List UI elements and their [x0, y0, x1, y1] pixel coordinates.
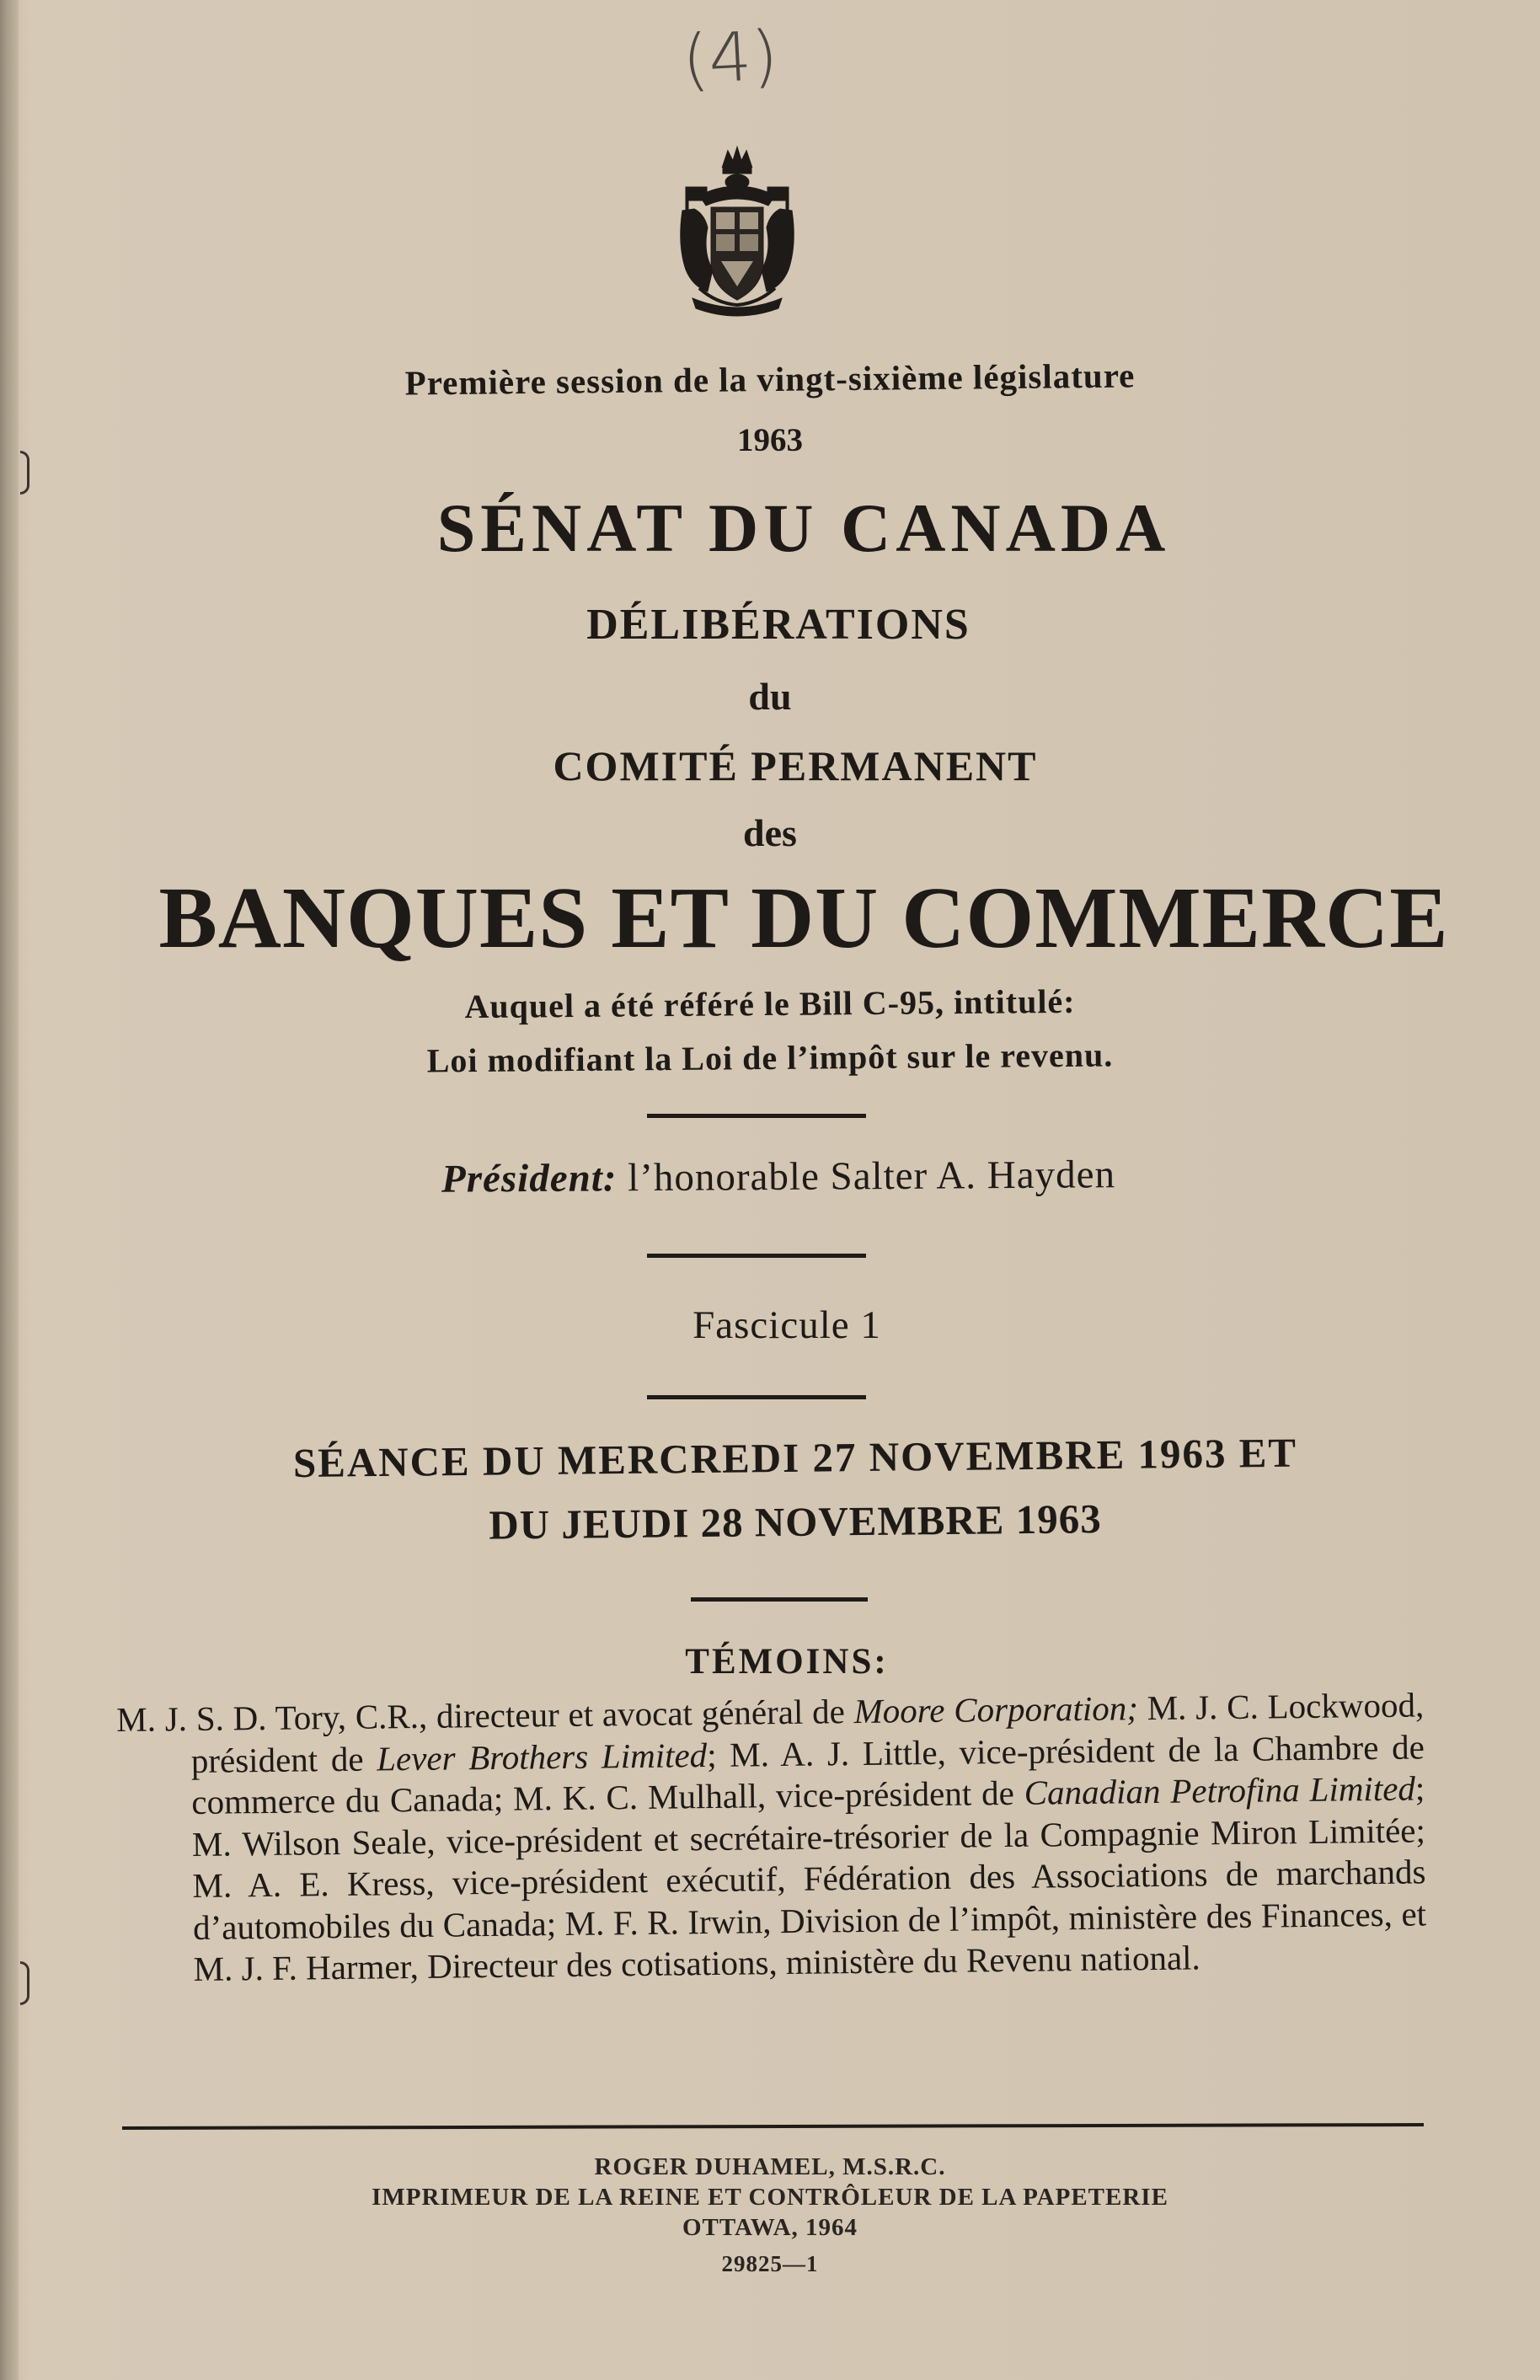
referral-line-1: Auquel a été référé le Bill C-95, intitulé:	[464, 981, 1076, 1026]
sitting-line-1: SÉANCE DU MERCREDI 27 NOVEMBRE 1963 ET	[292, 1429, 1298, 1487]
company-name: Canadian Petrofina Limited	[1024, 1768, 1416, 1812]
print-code: 29825—1	[721, 2251, 819, 2276]
handwritten-note: (4)	[680, 16, 780, 99]
session-line: Première session de la vingt-sixième législature	[404, 356, 1136, 403]
divider-rule	[647, 1395, 866, 1399]
chamber-title: SÉNAT DU CANADA	[436, 489, 1171, 566]
fascicule-number: Fascicule 1	[692, 1303, 881, 1347]
president-line	[0, 1149, 1540, 1206]
proceedings-title: DÉLIBÉRATIONS	[586, 601, 971, 649]
sitting-line-2: DU JEUDI 28 NOVEMBRE 1963	[489, 1495, 1102, 1548]
witnesses-heading: TÉMOINS:	[685, 1642, 889, 1682]
connector-des: des	[743, 811, 797, 854]
divider-rule	[647, 1114, 866, 1118]
company-name: Moore Corporation;	[853, 1688, 1139, 1731]
connector-du: du	[748, 675, 792, 718]
printer-name: ROGER DUHAMEL, M.S.R.C.	[594, 2153, 946, 2180]
printer-title: IMPRIMEUR DE LA REINE ET CONTRÔLEUR DE LA PAPETERIE	[372, 2184, 1168, 2211]
president-label: Président:	[441, 1156, 618, 1201]
coat-of-arms-icon	[674, 143, 800, 320]
divider-rule	[647, 1254, 866, 1258]
referral-line-2: Loi modifiant la Loi de l’impôt sur le revenu.	[426, 1035, 1114, 1080]
witnesses-paragraph: M. J. S. D. Tory, C.R., directeur et avocat général de Moore Corporation; M. J. C. Lockwood, président de Lever Brothers Limited; M. A. J. Little, vice-président de la Chambre de commerce du Canada; M. K. C. Mulhall, vice-président de Canadian Petrofina Limited; M. Wilson Seale, vice-président et secrétaire-trésorier de la Compagnie Miron Limitée; M. A. E. Kress, vice-président exécutif, Fédération des Associations de marchands d’automobiles du Canada; M. F. R. Irwin, Division de l’impôt, ministère des Finances, et M. J. F. Harmer, Directeur des cotisations, ministère du Revenu national.	[116, 1685, 1427, 1988]
session-year: 1963	[737, 422, 803, 458]
committee-name: BANQUES ET DU COMMERCE	[158, 869, 1449, 966]
company-name: Lever Brothers Limited	[376, 1735, 708, 1778]
divider-rule	[691, 1597, 868, 1602]
footer-rule	[122, 2123, 1424, 2130]
binding-mark	[20, 1961, 29, 2005]
committee-title: COMITÉ PERMANENT	[553, 742, 1038, 789]
president-name: l’honorable Salter A. Hayden	[628, 1153, 1116, 1201]
print-place-year: OTTAWA, 1964	[682, 2214, 858, 2241]
